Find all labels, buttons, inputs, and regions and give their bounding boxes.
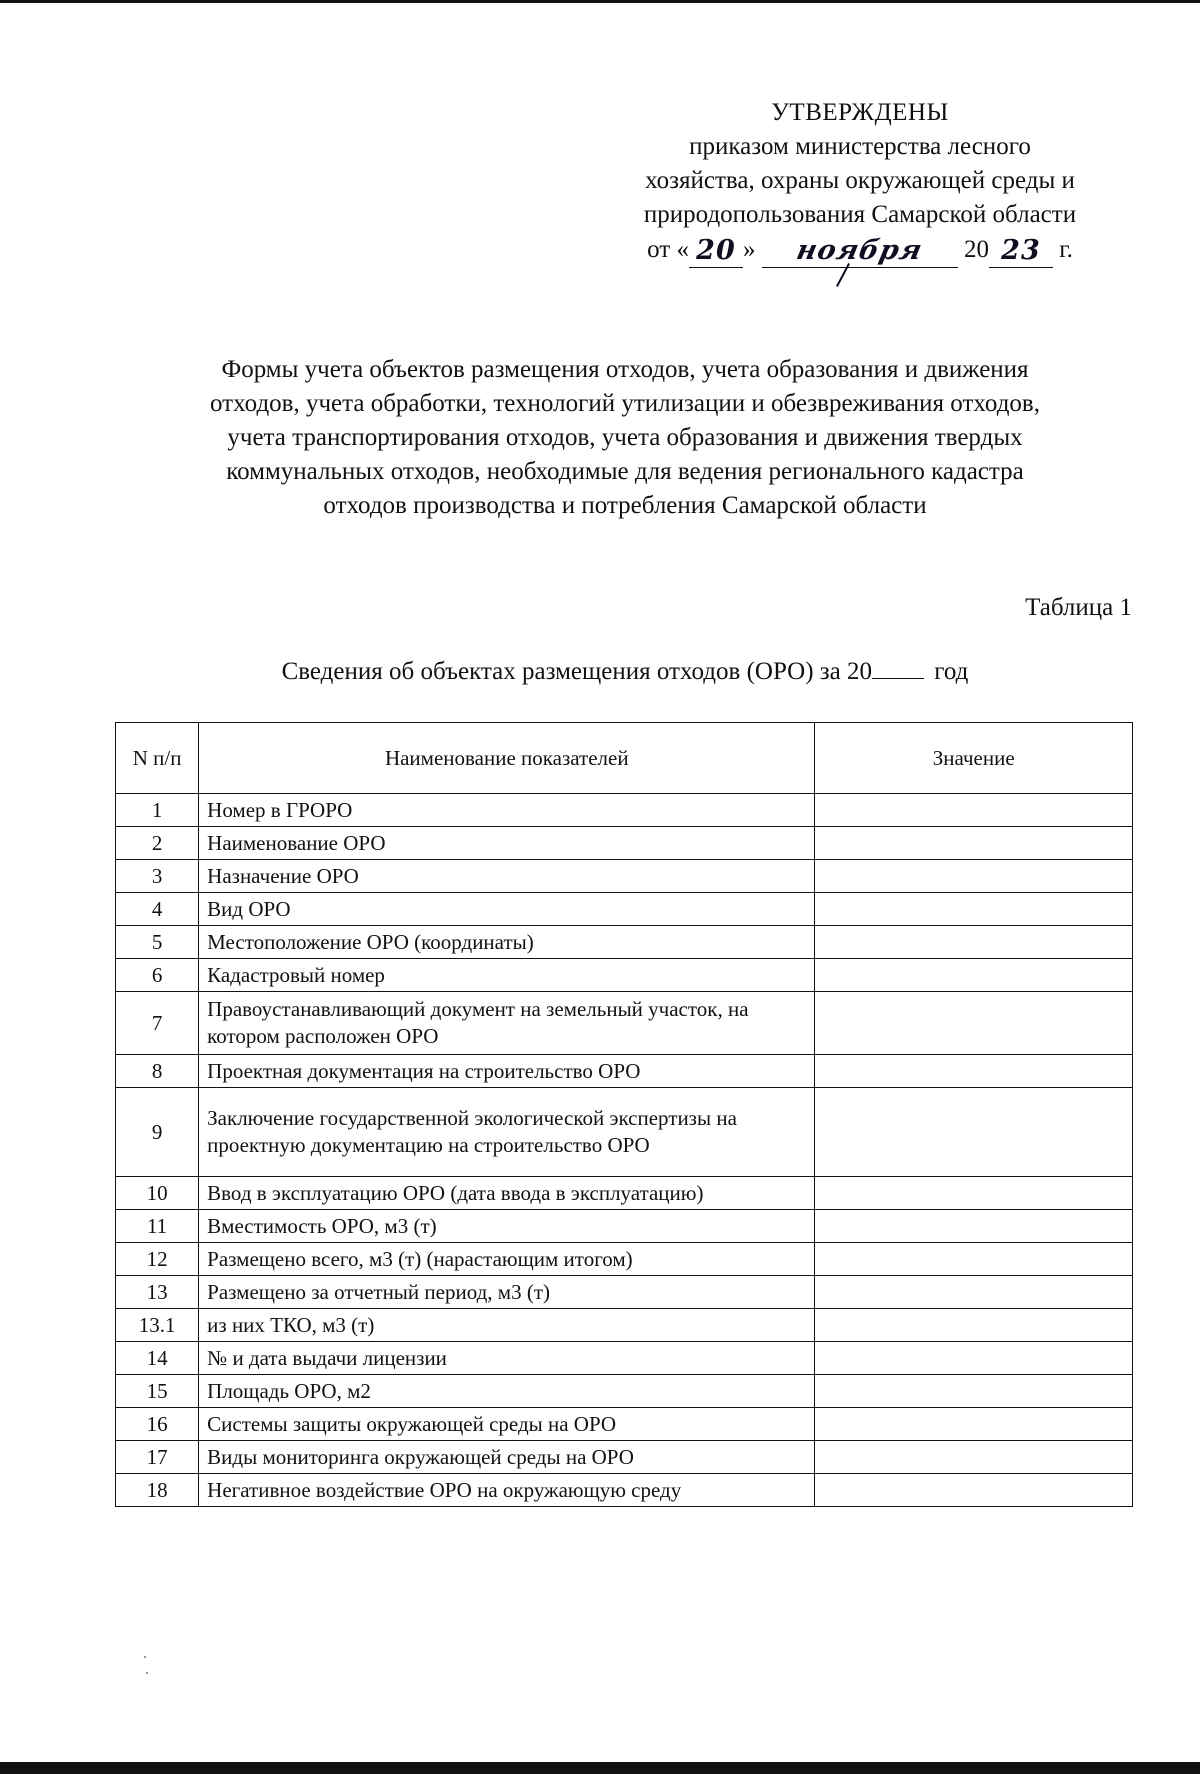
row-name: Размещено всего, м3 (т) (нарастающим итогом) (199, 1243, 815, 1276)
table-row (116, 1088, 1133, 1177)
row-name: № и дата выдачи лицензии (199, 1342, 815, 1375)
date-day-field (689, 232, 743, 268)
header-value: Значение (815, 723, 1133, 794)
row-value (815, 1210, 1133, 1243)
row-num: 8 (116, 1055, 199, 1088)
table-caption-text: Сведения об объектах размещения отходов (ОРО) за 20 (281, 658, 873, 685)
row-num: 12 (116, 1243, 199, 1276)
row-name: Наименование ОРО (199, 827, 815, 860)
oro-info-table (115, 722, 1133, 1507)
row-name: Системы защиты окружающей среды на ОРО (199, 1408, 815, 1441)
row-value (815, 893, 1133, 926)
table-row (116, 827, 1133, 860)
row-value (815, 1375, 1133, 1408)
date-month-field (762, 232, 958, 268)
table-row (116, 1309, 1133, 1342)
table-row (116, 1177, 1133, 1210)
row-value (815, 794, 1133, 827)
row-name: Виды мониторинга окружающей среды на ОРО (199, 1441, 815, 1474)
row-num: 6 (116, 959, 199, 992)
table-label: Таблица 1 (1025, 594, 1132, 621)
date-prefix: от « (647, 236, 689, 263)
row-num: 15 (116, 1375, 199, 1408)
row-value (815, 827, 1133, 860)
row-name: Кадастровый номер (199, 959, 815, 992)
header-name: Наименование показателей (199, 723, 815, 794)
table-caption-year-word: год (934, 658, 969, 685)
row-name: Заключение государственной экологической экспертизы на проектную документацию на строительство ОРО (199, 1088, 815, 1177)
row-value (815, 1055, 1133, 1088)
row-value (815, 1243, 1133, 1276)
document-title-line: учета транспортирования отходов, учета образования и движения твердых (227, 424, 1023, 451)
table-header-row (116, 723, 1133, 794)
row-num: 18 (116, 1474, 199, 1507)
table-row (116, 1210, 1133, 1243)
row-name: Номер в ГРОРО (199, 794, 815, 827)
row-num: 11 (116, 1210, 199, 1243)
row-name: Вид ОРО (199, 893, 815, 926)
table-row (116, 860, 1133, 893)
table-caption (120, 655, 1130, 689)
row-name: Негативное воздействие ОРО на окружающую среду (199, 1474, 815, 1507)
row-name: из них ТКО, м3 (т) (199, 1309, 815, 1342)
document-title-line: отходов, учета обработки, технологий утилизации и обезвреживания отходов, (210, 390, 1040, 417)
table-row (116, 1276, 1133, 1309)
row-value (815, 1408, 1133, 1441)
table-row (116, 926, 1133, 959)
row-num: 14 (116, 1342, 199, 1375)
document-title-line: коммунальных отходов, необходимые для ведения регионального кадастра (226, 458, 1024, 485)
approval-line-1: приказом министерства лесного (689, 133, 1031, 160)
row-num: 3 (116, 860, 199, 893)
table-row (116, 1375, 1133, 1408)
approval-line-2: хозяйства, охраны окружающей среды и (645, 167, 1075, 194)
row-value (815, 1441, 1133, 1474)
table-row (116, 1441, 1133, 1474)
row-num: 7 (116, 992, 199, 1055)
row-value (815, 959, 1133, 992)
table-row (116, 1243, 1133, 1276)
scan-edge-top (0, 0, 1200, 3)
date-year-handwritten: 23 (1001, 235, 1041, 266)
document-title (120, 353, 1130, 523)
scan-speck (146, 1672, 148, 1674)
scan-speck (144, 1656, 146, 1658)
row-value (815, 1309, 1133, 1342)
approval-date-line (647, 232, 1073, 268)
table-row (116, 959, 1133, 992)
document-title-line: Формы учета объектов размещения отходов, учета образования и движения (221, 356, 1029, 383)
date-month-handwritten: ноября (793, 235, 926, 266)
table-row (116, 1055, 1133, 1088)
date-suffix: г. (1059, 236, 1073, 263)
row-num: 4 (116, 893, 199, 926)
date-mid: » (742, 236, 756, 263)
document-title-line: отходов производства и потребления Самарской области (323, 492, 927, 519)
table-row (116, 1342, 1133, 1375)
row-num: 1 (116, 794, 199, 827)
row-name: Правоустанавливающий документ на земельный участок, на котором расположен ОРО (199, 992, 815, 1055)
approval-title: УТВЕРЖДЕНЫ (771, 99, 949, 126)
row-value (815, 860, 1133, 893)
row-value (815, 1342, 1133, 1375)
row-num: 13.1 (116, 1309, 199, 1342)
table-row (116, 1408, 1133, 1441)
date-day-handwritten: 20 (696, 235, 736, 266)
row-num: 5 (116, 926, 199, 959)
row-value (815, 992, 1133, 1055)
row-num: 9 (116, 1088, 199, 1177)
row-value (815, 926, 1133, 959)
scan-edge-bottom (0, 1762, 1200, 1774)
approval-line-3: природопользования Самарской области (643, 201, 1077, 228)
row-name: Ввод в эксплуатацию ОРО (дата ввода в эксплуатацию) (199, 1177, 815, 1210)
row-num: 17 (116, 1441, 199, 1474)
row-name: Местоположение ОРО (координаты) (199, 926, 815, 959)
table-row (116, 893, 1133, 926)
row-name: Назначение ОРО (199, 860, 815, 893)
row-value (815, 1177, 1133, 1210)
row-value (815, 1088, 1133, 1177)
row-name: Площадь ОРО, м2 (199, 1375, 815, 1408)
row-name: Вместимость ОРО, м3 (т) (199, 1210, 815, 1243)
header-num: N п/п (116, 723, 199, 794)
row-value (815, 1474, 1133, 1507)
row-value (815, 1276, 1133, 1309)
row-name: Проектная документация на строительство ОРО (199, 1055, 815, 1088)
row-num: 16 (116, 1408, 199, 1441)
row-num: 2 (116, 827, 199, 860)
row-name: Размещено за отчетный период, м3 (т) (199, 1276, 815, 1309)
row-num: 13 (116, 1276, 199, 1309)
date-year-prefix: 20 (963, 236, 989, 263)
table-row (116, 794, 1133, 827)
table-row (116, 992, 1133, 1055)
table-row (116, 1474, 1133, 1507)
caption-year-blank (872, 678, 924, 679)
date-year-field (989, 232, 1053, 268)
row-num: 10 (116, 1177, 199, 1210)
approval-block (600, 96, 1120, 268)
